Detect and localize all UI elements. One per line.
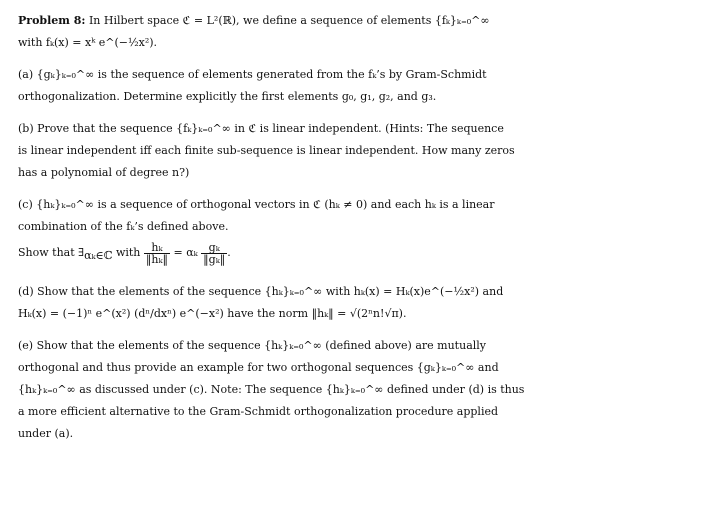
fraction-h-denominator: ‖hₖ‖ [145,252,168,266]
intro-text-1: In Hilbert space ℭ = L²(ℝ), we define a sequence of elements {fₖ}ₖ₌₀^∞ [85,14,490,27]
fraction-h-over-norm [144,242,170,265]
fraction-g-over-norm [201,242,227,265]
part-e-line-5: under (a). [18,427,74,441]
problem-label: Problem 8: [18,14,86,27]
part-c [18,194,708,271]
part-c-with-text: with [112,246,144,259]
part-c-period: . [227,246,231,259]
part-e-line-1: (e) Show that the elements of the sequence {hₖ}ₖ₌₀^∞ (defined above) are mutually [18,339,486,353]
part-c-line-2: combination of the fₖ’s defined above. [18,220,229,233]
fraction-h-numerator: hₖ [144,242,170,254]
part-a [18,64,708,108]
intro-line-2: with fₖ(x) = xᵏ e^(−½x²). [18,36,158,49]
part-d-line-2: Hₖ(x) = (−1)ⁿ e^(x²) (dⁿ/dxⁿ) e^(−x²) have the norm ‖hₖ‖ = √(2ⁿn!√π). [18,307,407,321]
part-e-line-2: orthogonal and thus provide an example for two orthogonal sequences {gₖ}ₖ₌₀^∞ and [18,361,499,375]
part-a-line-1: (a) {gₖ}ₖ₌₀^∞ is the sequence of elements generated from the fₖ’s by Gram-Schmidt [18,68,487,81]
part-b-line-3: has a polynomial of degree n?) [18,166,190,179]
part-e-line-4: a more efficient alternative to the Gram-Schmidt orthogonalization procedure applied [18,405,499,419]
part-c-show-text: Show that ∃ [18,246,85,259]
part-c-equals: = αₖ [170,246,202,259]
part-c-line-3 [18,238,708,271]
part-a-line-2: orthogonalization. Determine explicitly the first elements g₀, g₁, g₂, and g₃. [18,90,437,103]
problem-document [18,10,708,455]
part-b [18,118,708,184]
part-e [18,335,708,445]
part-d [18,281,708,325]
part-c-exists-subscript: αₖ∈ℂ [84,249,113,263]
intro-line-1 [18,10,708,32]
part-e-line-3: {hₖ}ₖ₌₀^∞ as discussed under (c). Note: The sequence {hₖ}ₖ₌₀^∞ defined under (d) is thus [18,383,525,397]
part-b-line-1: (b) Prove that the sequence {fₖ}ₖ₌₀^∞ in ℭ is linear independent. (Hints: The sequence [18,122,504,135]
fraction-g-numerator: gₖ [201,242,227,254]
part-b-line-2: is linear independent iff each finite sub-sequence is linear independent. How many zeros [18,144,515,157]
fraction-g-denominator: ‖gₖ‖ [203,252,226,266]
part-c-line-1: (c) {hₖ}ₖ₌₀^∞ is a sequence of orthogonal vectors in ℭ (hₖ ≠ 0) and each hₖ is a linear [18,198,495,211]
problem-intro [18,10,708,54]
part-d-line-1: (d) Show that the elements of the sequence {hₖ}ₖ₌₀^∞ with hₖ(x) = Hₖ(x)e^(−½x²) and [18,285,504,299]
